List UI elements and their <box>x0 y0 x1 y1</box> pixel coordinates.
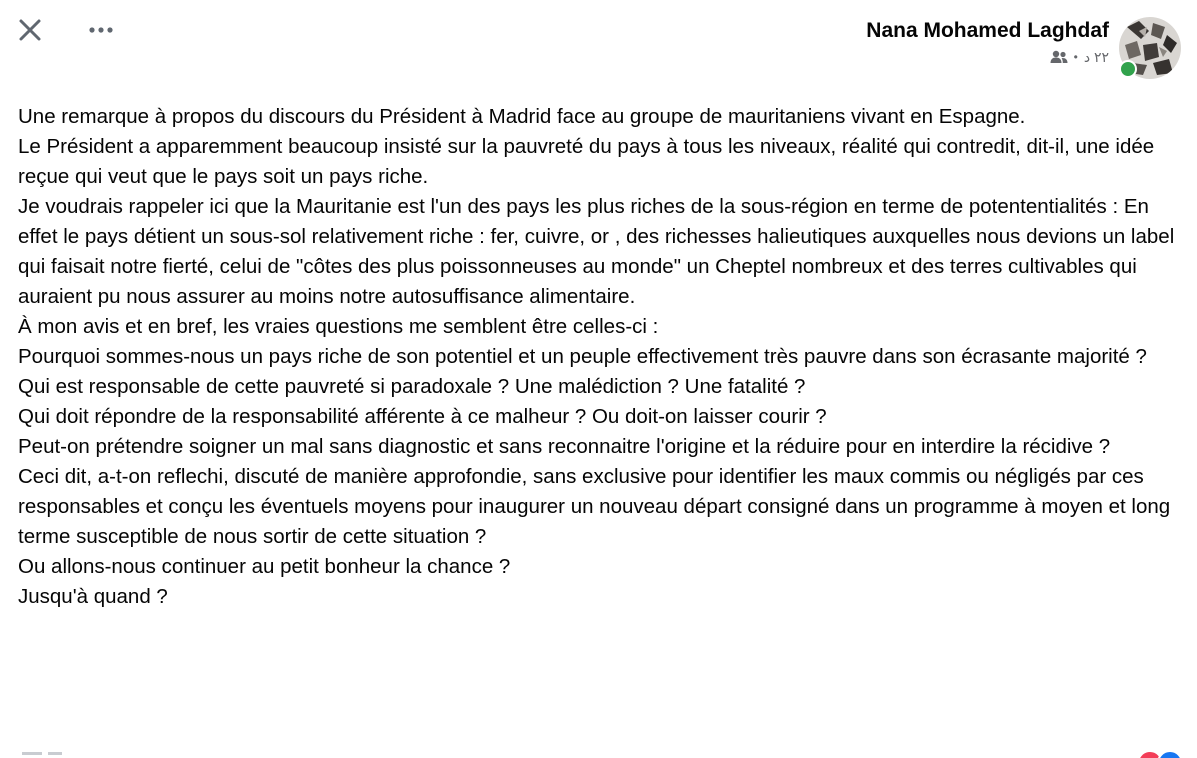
post-paragraph: Je voudrais rappeler ici que la Mauritanie est l'un des pays les plus riches de la sous-région en terme de potententialités : En effet le pays détient un sous-sol relativement riche : fer, cuivre, or , des richesses halieutiques auxquelles nous devions un label qui faisait notre fierté, celui de "côtes des plus poissonneuses au monde" un Cheptel nombreux et des terres cultivables qui auraient pu nous assurer au moins notre autosuffisance alimentaire. <box>18 195 1175 308</box>
post-paragraph: Qui doit répondre de la responsabilité afférente à ce malheur ? Ou doit-on laisser courir ? <box>18 405 827 428</box>
reaction-summary[interactable] <box>1143 750 1183 758</box>
post-paragraph: Peut-on prétendre soigner un mal sans diagnostic et sans reconnaitre l'origine et la réduire pour en interdire la récidive ? <box>18 435 1111 458</box>
post-timestamp[interactable]: ٢٢ د <box>1083 49 1109 65</box>
post-paragraph: Le Président a apparemment beaucoup insisté sur la pauvreté du pays à tous les niveaux, réalité qui contredit, dit-il, une idée reçue qui veut que le pays soit un pays riche. <box>18 135 1155 188</box>
post-paragraph: Ceci dit, a-t-on reflechi, discuté de manière approfondie, sans exclusive pour identifier les maux commis ou négligés par ces responsables et conçu les éventuels moyens pour inaugurer un nouveau départ consigné dans un programme à moyen et long terme susceptible de nous sortir de cette situation ? <box>18 465 1171 548</box>
post-paragraph: Qui est responsable de cette pauvreté si paradoxale ? Une malédiction ? Une fatalité ? <box>18 375 806 398</box>
meta-separator: • <box>1073 50 1078 64</box>
post-paragraph: Ou allons-nous continuer au petit bonheur la chance ? <box>18 555 511 578</box>
author-avatar[interactable] <box>1119 17 1181 79</box>
footer-info-clipped <box>22 752 92 755</box>
like-reaction-icon <box>1157 750 1183 758</box>
post-paragraph: Une remarque à propos du discours du Président à Madrid face au groupe de mauritaniens vivant en Espagne. <box>18 105 1026 128</box>
post-header <box>0 0 1197 90</box>
close-icon <box>18 18 42 42</box>
author-block <box>866 18 1109 66</box>
post-footer <box>0 742 1197 758</box>
friends-icon <box>1050 50 1068 64</box>
post-paragraph: Jusqu'à quand ? <box>18 585 168 608</box>
author-name[interactable]: Nana Mohamed Laghdaf <box>866 19 1109 42</box>
more-horizontal-icon <box>88 26 114 34</box>
more-options-button[interactable] <box>84 16 118 44</box>
post-meta <box>866 48 1109 66</box>
online-status-indicator <box>1119 60 1137 78</box>
post-paragraph: À mon avis et en bref, les vraies questions me semblent être celles-ci : <box>18 315 659 338</box>
post-paragraph: Pourquoi sommes-nous un pays riche de son potentiel et un peuple effectivement très pauvre dans son écrasante majorité ? <box>18 345 1147 368</box>
close-button[interactable] <box>14 14 46 46</box>
post-text <box>18 102 1178 612</box>
audience-button[interactable] <box>1050 50 1068 64</box>
